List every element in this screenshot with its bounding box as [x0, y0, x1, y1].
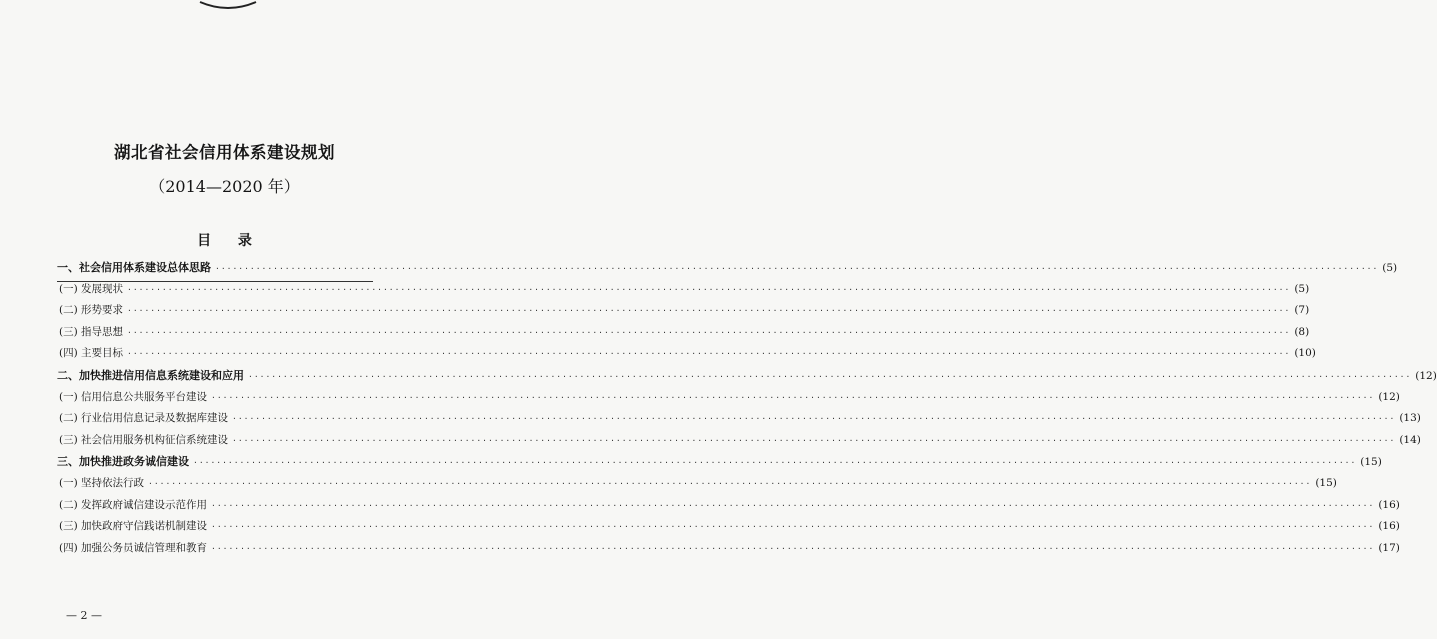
toc-entry-text: 三、加快推进政务诚信建设 [57, 455, 189, 469]
toc-page-number: (8) [1294, 325, 1310, 338]
leader-dots: ········································································································································································································ [127, 284, 1291, 294]
leader-dots: ········································································································································································································ [248, 371, 1412, 381]
toc-entry-text: (四) 加强公务员诚信管理和教育 [59, 541, 208, 554]
toc-page-number: (10) [1294, 347, 1316, 360]
toc-entry-text: 二、加快推进信用信息系统建设和应用 [57, 368, 244, 382]
toc-page-number: (15) [1360, 456, 1382, 469]
toc-entry-text: (四) 主要目标 [59, 347, 124, 360]
toc-entry-row [57, 475, 1337, 497]
toc-page-number: (7) [1294, 304, 1310, 317]
leader-dots: ········································································································································································································ [215, 264, 1379, 273]
toc-entry-row [57, 518, 1400, 540]
toc-entry-text: (三) 指导思想 [59, 325, 124, 338]
leader-dots: ········································································································································································································ [211, 522, 1375, 532]
toc-entry-text: (三) 加快政府守信践诺机制建设 [59, 520, 208, 533]
toc-page-number: (13) [1399, 412, 1421, 425]
toc-heading: 目 录 [197, 233, 252, 249]
table-of-contents [57, 259, 1437, 561]
toc-entry-text: (三) 社会信用服务机构征信系统建设 [59, 433, 229, 446]
toc-entry-row [57, 389, 1400, 411]
toc-entry-row [57, 540, 1400, 562]
toc-page-number: (12) [1415, 369, 1437, 382]
leader-dots: ········································································································································································································ [232, 435, 1396, 445]
toc-entry-row [57, 281, 1310, 303]
toc-page-number: (5) [1294, 282, 1310, 295]
toc-entry-text: (一) 坚持依法行政 [59, 476, 145, 489]
toc-section-row [57, 367, 1437, 389]
toc-entry-text: (二) 形势要求 [59, 304, 124, 317]
toc-entry-text: (二) 发挥政府诚信建设示范作用 [59, 498, 208, 511]
toc-page-number: (16) [1378, 520, 1400, 533]
toc-entry-row [57, 345, 1316, 367]
binding-mark [198, 0, 258, 14]
leader-dots: ········································································································································································································ [127, 306, 1291, 316]
toc-entry-row [57, 497, 1400, 519]
leader-dots: ········································································································································································································ [211, 500, 1375, 510]
toc-page-number: (14) [1399, 433, 1421, 446]
page-title: 湖北省社会信用体系建设规划 [114, 143, 335, 162]
leader-dots: ········································································································································································································ [211, 392, 1375, 402]
leader-dots: ········································································································································································································ [211, 543, 1375, 553]
leader-dots: ········································································································································································································ [127, 349, 1291, 359]
leader-dots: ········································································································································································································ [193, 458, 1357, 468]
toc-entry-row [57, 432, 1421, 454]
toc-section-row [57, 453, 1382, 475]
toc-entry-row [57, 302, 1310, 324]
leader-dots: ········································································································································································································ [127, 327, 1291, 337]
toc-entry-row [57, 410, 1421, 432]
toc-entry-text: (一) 信用信息公共服务平台建设 [59, 390, 208, 403]
page-number: — 2 — [66, 609, 102, 622]
toc-page-number: (16) [1378, 498, 1400, 511]
toc-page-number: (15) [1315, 476, 1337, 489]
toc-page-number: (5) [1382, 262, 1398, 274]
toc-page-number: (12) [1378, 390, 1400, 403]
toc-section-row [57, 259, 1398, 281]
leader-dots: ········································································································································································································ [232, 414, 1396, 424]
toc-entry-text: (一) 发展现状 [59, 282, 124, 295]
toc-entry-row [57, 324, 1310, 346]
leader-dots: ········································································································································································································ [148, 478, 1312, 488]
toc-entry-text: 一、社会信用体系建设总体思路 [57, 261, 211, 274]
toc-entry-text: (二) 行业信用信息记录及数据库建设 [59, 412, 229, 425]
page-subtitle: （2014—2020 年） [149, 177, 300, 196]
toc-page-number: (17) [1378, 541, 1400, 554]
